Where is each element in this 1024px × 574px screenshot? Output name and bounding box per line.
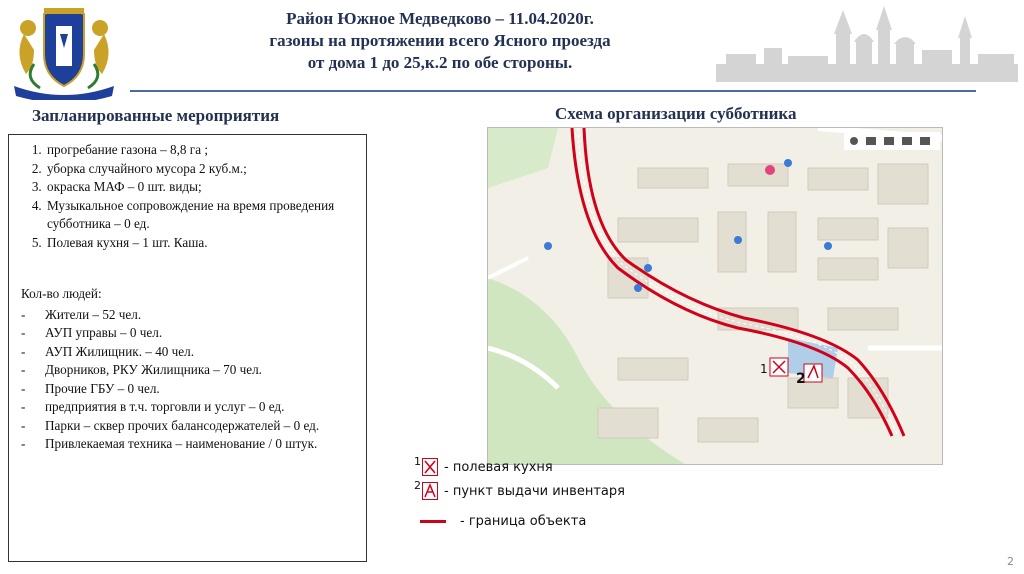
page-title bbox=[170, 8, 710, 74]
events-list bbox=[9, 141, 358, 252]
inventory-point-icon bbox=[422, 482, 438, 500]
moscow-skyline-decoration bbox=[716, 4, 1018, 82]
scheme-heading: Схема организации субботника bbox=[555, 104, 797, 123]
events-box bbox=[8, 134, 367, 562]
border-line-icon bbox=[420, 520, 446, 523]
field-kitchen-icon bbox=[422, 458, 438, 476]
planned-events-heading: Запланированные мероприятия bbox=[32, 106, 280, 125]
map-drawing bbox=[488, 128, 943, 465]
people-item: - Прочие ГБУ – 0 чел. bbox=[21, 380, 160, 396]
page-number: 2 bbox=[1007, 555, 1014, 568]
legend-kitchen: 1 - полевая кухня bbox=[414, 454, 553, 475]
people-count-title: Кол-во людей: bbox=[21, 286, 102, 301]
marker-1-label: 1 bbox=[760, 362, 768, 376]
header-divider bbox=[130, 90, 976, 92]
event-item: 2. уборка случайного мусора 2 куб.м.; bbox=[45, 160, 358, 179]
title-line-3: от дома 1 до 25,к.2 по обе стороны. bbox=[307, 53, 573, 72]
event-item: 1. прогребание газона – 8,8 га ; bbox=[45, 141, 358, 160]
legend-border-label: - граница объекта bbox=[460, 514, 587, 529]
legend-inventory-label: - пункт выдачи инвентаря bbox=[444, 483, 625, 499]
people-item: - Парки – сквер прочих балансодержателей – 0 ед. bbox=[21, 417, 320, 433]
district-crest-logo bbox=[4, 4, 124, 100]
people-list bbox=[9, 306, 366, 454]
people-item: - предприятия в т.ч. торговли и услуг – 0 ед. bbox=[21, 399, 285, 414]
event-item: 4. Музыкальное сопровождение на время проведения субботника – 0 ед. bbox=[45, 197, 358, 234]
legend-kitchen-label: - полевая кухня bbox=[444, 459, 553, 475]
event-item: 3. окраска МАФ – 0 шт. виды; bbox=[45, 178, 358, 197]
people-item: - Привлекаемая техника – наименование / 0 штук. bbox=[21, 436, 318, 451]
title-line-1: Район Южное Медведково – 11.04.2020г. bbox=[286, 9, 594, 28]
marker-2-label: 2 bbox=[796, 371, 806, 387]
people-item: - АУП Жилищник. – 40 чел. bbox=[21, 343, 195, 359]
event-item: 5. Полевая кухня – 1 шт. Каша. bbox=[45, 234, 358, 253]
people-item: - Дворников, РКУ Жилищника – 70 чел. bbox=[21, 362, 262, 377]
legend-border bbox=[420, 514, 586, 529]
legend-inventory: 2 - пункт выдачи инвентаря bbox=[414, 478, 625, 499]
area-map bbox=[487, 127, 943, 465]
title-line-2: газоны на протяжении всего Ясного проезда bbox=[269, 31, 611, 50]
people-item: - АУП управы – 0 чел. bbox=[21, 325, 163, 340]
people-item: - Жители – 52 чел. bbox=[21, 306, 142, 322]
